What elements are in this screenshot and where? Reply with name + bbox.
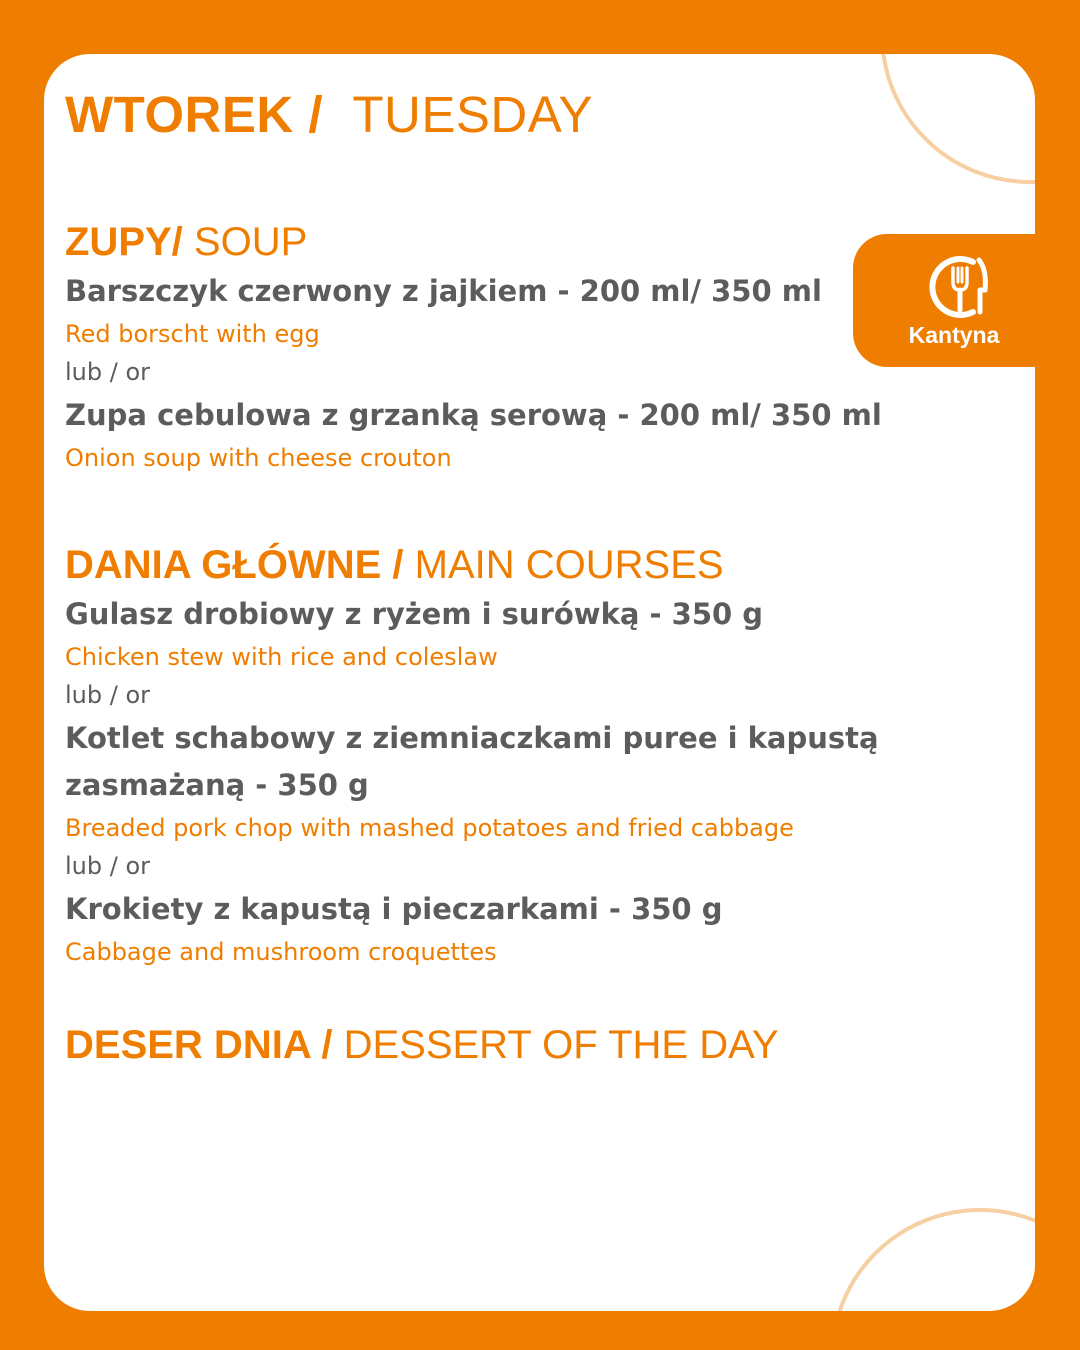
dessert-heading — [65, 1019, 945, 1071]
main-item-pl: Krokiety z kapustą i pieczarkami - 350 g — [65, 892, 723, 926]
or-separator: lub / or — [65, 852, 151, 880]
soup-item-en: Red borscht with egg — [65, 320, 320, 348]
soup-item-en: Onion soup with cheese crouton — [65, 444, 452, 472]
main-courses-heading — [65, 539, 945, 591]
main-item-pl: Kotlet schabowy z ziemniaczkami puree i kapustą zasmażaną - 350 g — [65, 721, 879, 802]
or-separator: lub / or — [65, 681, 151, 709]
day-title-pl: WTOREK / — [65, 86, 324, 143]
main-heading-pl: DANIA GŁÓWNE / — [65, 543, 404, 587]
soup-heading-pl: ZUPY/ — [65, 220, 183, 264]
soup-heading — [65, 216, 945, 268]
day-title-en: TUESDAY — [352, 86, 594, 143]
main-item-en: Breaded pork chop with mashed potatoes and fried cabbage — [65, 814, 794, 842]
day-title — [65, 80, 945, 150]
main-item-en: Cabbage and mushroom croquettes — [65, 938, 497, 966]
menu-content — [65, 80, 945, 1071]
dessert-heading-en: DESSERT OF THE DAY — [343, 1023, 779, 1067]
main-item-en: Chicken stew with rice and coleslaw — [65, 643, 498, 671]
main-item-pl: Gulasz drobiowy z ryżem i surówką - 350 g — [65, 597, 764, 631]
dessert-heading-pl: DESER DNIA / — [65, 1023, 333, 1067]
soup-item-pl: Barszczyk czerwony z jajkiem - 200 ml/ 350 ml — [65, 274, 822, 308]
or-separator: lub / or — [65, 358, 151, 386]
main-heading-en: MAIN COURSES — [414, 543, 724, 587]
brand-name: Kantyna — [908, 322, 1000, 348]
soup-item-pl: Zupa cebulowa z grzanką serową - 200 ml/ 350 ml — [65, 398, 882, 432]
soup-heading-en: SOUP — [193, 220, 308, 264]
decorative-arc-bottom — [830, 1208, 1035, 1311]
